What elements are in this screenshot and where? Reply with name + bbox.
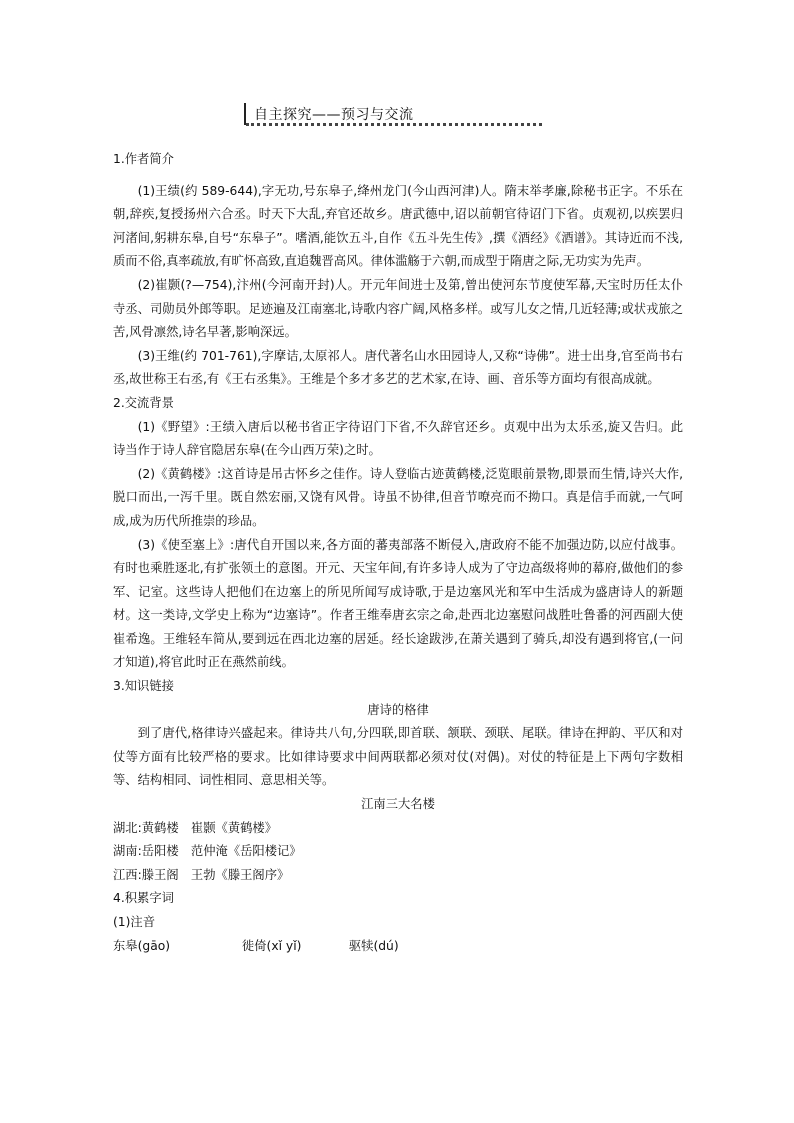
subheading-three-towers: 江南三大名楼 bbox=[361, 797, 435, 812]
background-shizhisaishang: (3)《使至塞上》:唐代自开国以来,各方面的蕃夷部落不断侵入,唐政府不能不加强边防,以应付战事。有时也乘胜逐北,有扩张领土的意图。开元、天宝年间,有许多诗人成为了守边高级将帅的幕府,做他们的参军、记室。这些诗人把他们在边塞上的所见所闻写成诗歌,于是边塞风光和军中生活成为盛唐诗人的新题材。这一类诗,文学史上称为“边塞诗”。作者王维奉唐玄宗之命,赴西北边塞慰问战胜吐鲁番的河西副大使崔希逸。王维轻车简从,要到远在西北边塞的居延。经长途跋涉,在萧关遇到了骑兵,却没有遇到将官,(一问才知道),将官此时正在燕然前线。 bbox=[113, 537, 683, 670]
heading-vocabulary: 4.积累字词 bbox=[113, 891, 174, 906]
background-huanghelou: (2)《黄鹤楼》:这首诗是吊古怀乡之佳作。诗人登临古迹黄鹤楼,泛览眼前景物,即景而生情,诗兴大作,脱口而出,一泻千里。既自然宏丽,又饶有风骨。诗虽不协律,但音节嘹亮而不拗口。真是信手而就,一气呵成,成为历代所推崇的珍品。 bbox=[113, 466, 683, 528]
author-cui-hao: (2)崔颢(?—754),汴州(今河南开封)人。开元年间进士及第,曾出使河东节度使军幕,天宝时历任太仆寺丞、司勋员外郎等职。足迹遍及江南塞北,诗歌内容广阔,风格多样。或写儿女之情,几近轻薄;或状戎旅之苦,风骨凛然,诗名早著,影响深远。 bbox=[113, 277, 683, 340]
header-dotted-rule bbox=[246, 123, 542, 126]
header-bar bbox=[244, 103, 246, 125]
heading-author-intro: 1.作者简介 bbox=[113, 152, 174, 166]
pronunciation-item: 徙倚(xǐ yǐ) bbox=[241, 938, 302, 953]
section-header bbox=[244, 100, 544, 128]
tower-item: 江西:滕王阁 王勃《滕王阁序》 bbox=[113, 867, 290, 882]
tower-item: 湖北:黄鹤楼 崔颢《黄鹤楼》 bbox=[113, 820, 278, 835]
author-wang-ji: (1)王绩(约 589-644),字无功,号东皋子,绛州龙门(今山西河津)人。隋末举孝廉,除秘书正字。不乐在朝,辞疾,复授扬州六合丞。时天下大乱,弃官还故乡。唐武德中,诏以前朝官待诏门下省。贞观初,以疾罢归河渚间,躬耕东皋,自号“东皋子”。嗜酒,能饮五斗,自作《五斗先生传》,撰《酒经》《酒谱》。其诗近而不浅,质而不俗,真率疏放,有旷怀高致,直追魏晋高风。律体滥觞于六朝,而成型于隋唐之际,无功实为先声。 bbox=[113, 183, 683, 269]
heading-knowledge-link: 3.知识链接 bbox=[113, 679, 174, 694]
pronunciation-item: 驱犊(dú) bbox=[348, 938, 399, 953]
pronunciation-item: 东皋(gāo) bbox=[113, 938, 171, 953]
heading-background: 2.交流背景 bbox=[113, 395, 174, 410]
subheading-pronunciation: (1)注音 bbox=[113, 915, 156, 929]
section-header-title: 自主探究——预习与交流 bbox=[254, 107, 414, 123]
tang-poetry-rules-text: 到了唐代,格律诗兴盛起来。律诗共八句,分四联,即首联、颔联、颈联、尾联。律诗在押韵、平仄和对仗等方面有比较严格的要求。比如律诗要求中间两联都必须对仗(对偶)。对仗的特征是上下两句字数相等、结构相同、词性相同、意思相关等。 bbox=[113, 726, 683, 788]
pronunciation-list bbox=[113, 935, 683, 959]
author-wang-wei: (3)王维(约 701-761),字摩诘,太原祁人。唐代著名山水田园诗人,又称“诗佛”。进士出身,官至尚书右丞,故世称王右丞,有《王右丞集》。王维是个多才多艺的艺术家,在诗、画、音乐等方面均有很高成就。 bbox=[113, 348, 683, 387]
background-yewang: (1)《野望》:王绩入唐后以秘书省正字待诏门下省,不久辞官还乡。贞观中出为太乐丞,旋又告归。此诗当作于诗人辞官隐居东皋(在今山西万荣)之时。 bbox=[113, 419, 683, 458]
subheading-tang-poetry-rules: 唐诗的格律 bbox=[367, 702, 429, 717]
tower-item: 湖南:岳阳楼 范仲淹《岳阳楼记》 bbox=[113, 844, 302, 859]
document-body bbox=[113, 148, 683, 958]
